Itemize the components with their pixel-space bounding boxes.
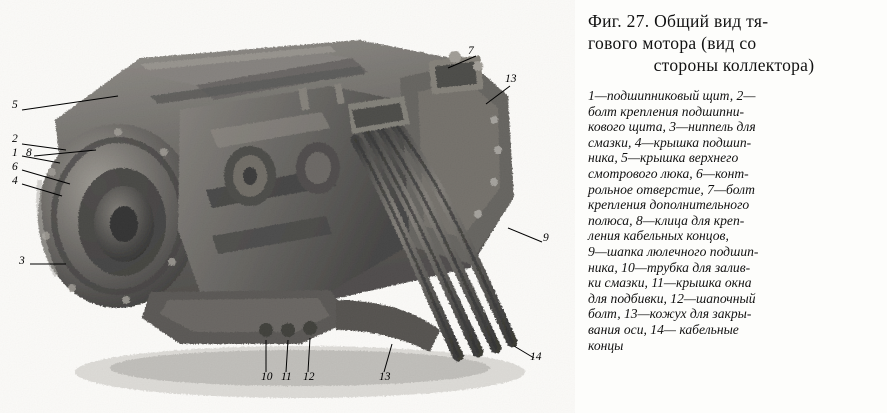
legend-line-1: 1—подшипниковый щит, 2—: [588, 88, 756, 103]
legend-line-8: крепления дополнительного: [588, 197, 750, 213]
legend-line-14: для подбивки, 12—шапочный: [588, 290, 756, 306]
callout-2: 2: [12, 133, 18, 145]
caption-column: [588, 0, 880, 413]
legend-line-11: 9—шапка люлечного подшип-: [588, 243, 759, 259]
callout-9: 9: [543, 232, 549, 244]
callout-5: 5: [12, 99, 18, 111]
legend-line-13: ки смазки, 11—крышка окна: [588, 275, 752, 291]
callout-1: 1: [12, 147, 18, 159]
callout-10: 10: [261, 371, 273, 383]
figure-title-line-2: гового мотора (вид со: [588, 33, 757, 53]
figure-title: [588, 10, 880, 76]
legend-line-2: болт крепления подшипни-: [588, 103, 745, 119]
callout-8: 8: [26, 147, 32, 159]
legend-line-16: вания оси, 14— кабельные: [588, 321, 739, 337]
callout-12: 12: [303, 371, 315, 383]
callout-7: 7: [468, 45, 474, 57]
callout-3: 3: [19, 255, 25, 267]
callout-6: 6: [12, 161, 18, 173]
legend-line-12: ника, 10—трубка для залив-: [588, 259, 751, 275]
callout-4: 4: [12, 175, 18, 187]
legend-line-4: смазки, 4—крышка подшип-: [588, 134, 752, 150]
callout-13-bottom: 13: [379, 371, 391, 383]
legend-line-10: ления кабельных концов,: [588, 228, 729, 244]
figure-title-line-1: Фиг. 27. Общий вид тя-: [588, 11, 769, 31]
legend-line-9: полюса, 8—клица для креп-: [588, 212, 745, 228]
legend-line-15: болт, 13—кожух для закры-: [588, 306, 752, 322]
figure-legend: [588, 88, 880, 353]
legend-line-3: кового щита, 3—ниппель для: [588, 119, 756, 135]
callout-13: 13: [505, 73, 517, 85]
figure-title-line-3: стороны коллектора): [653, 55, 815, 75]
legend-line-7: рольное отверстие, 7—болт: [588, 181, 755, 197]
callout-14: 14: [530, 351, 542, 363]
legend-line-5: ника, 5—крышка верхнего: [588, 150, 739, 166]
legend-line-6: смотрового люка, 6—конт-: [588, 165, 749, 181]
legend-line-17: концы: [588, 337, 624, 353]
callout-11: 11: [281, 371, 292, 383]
